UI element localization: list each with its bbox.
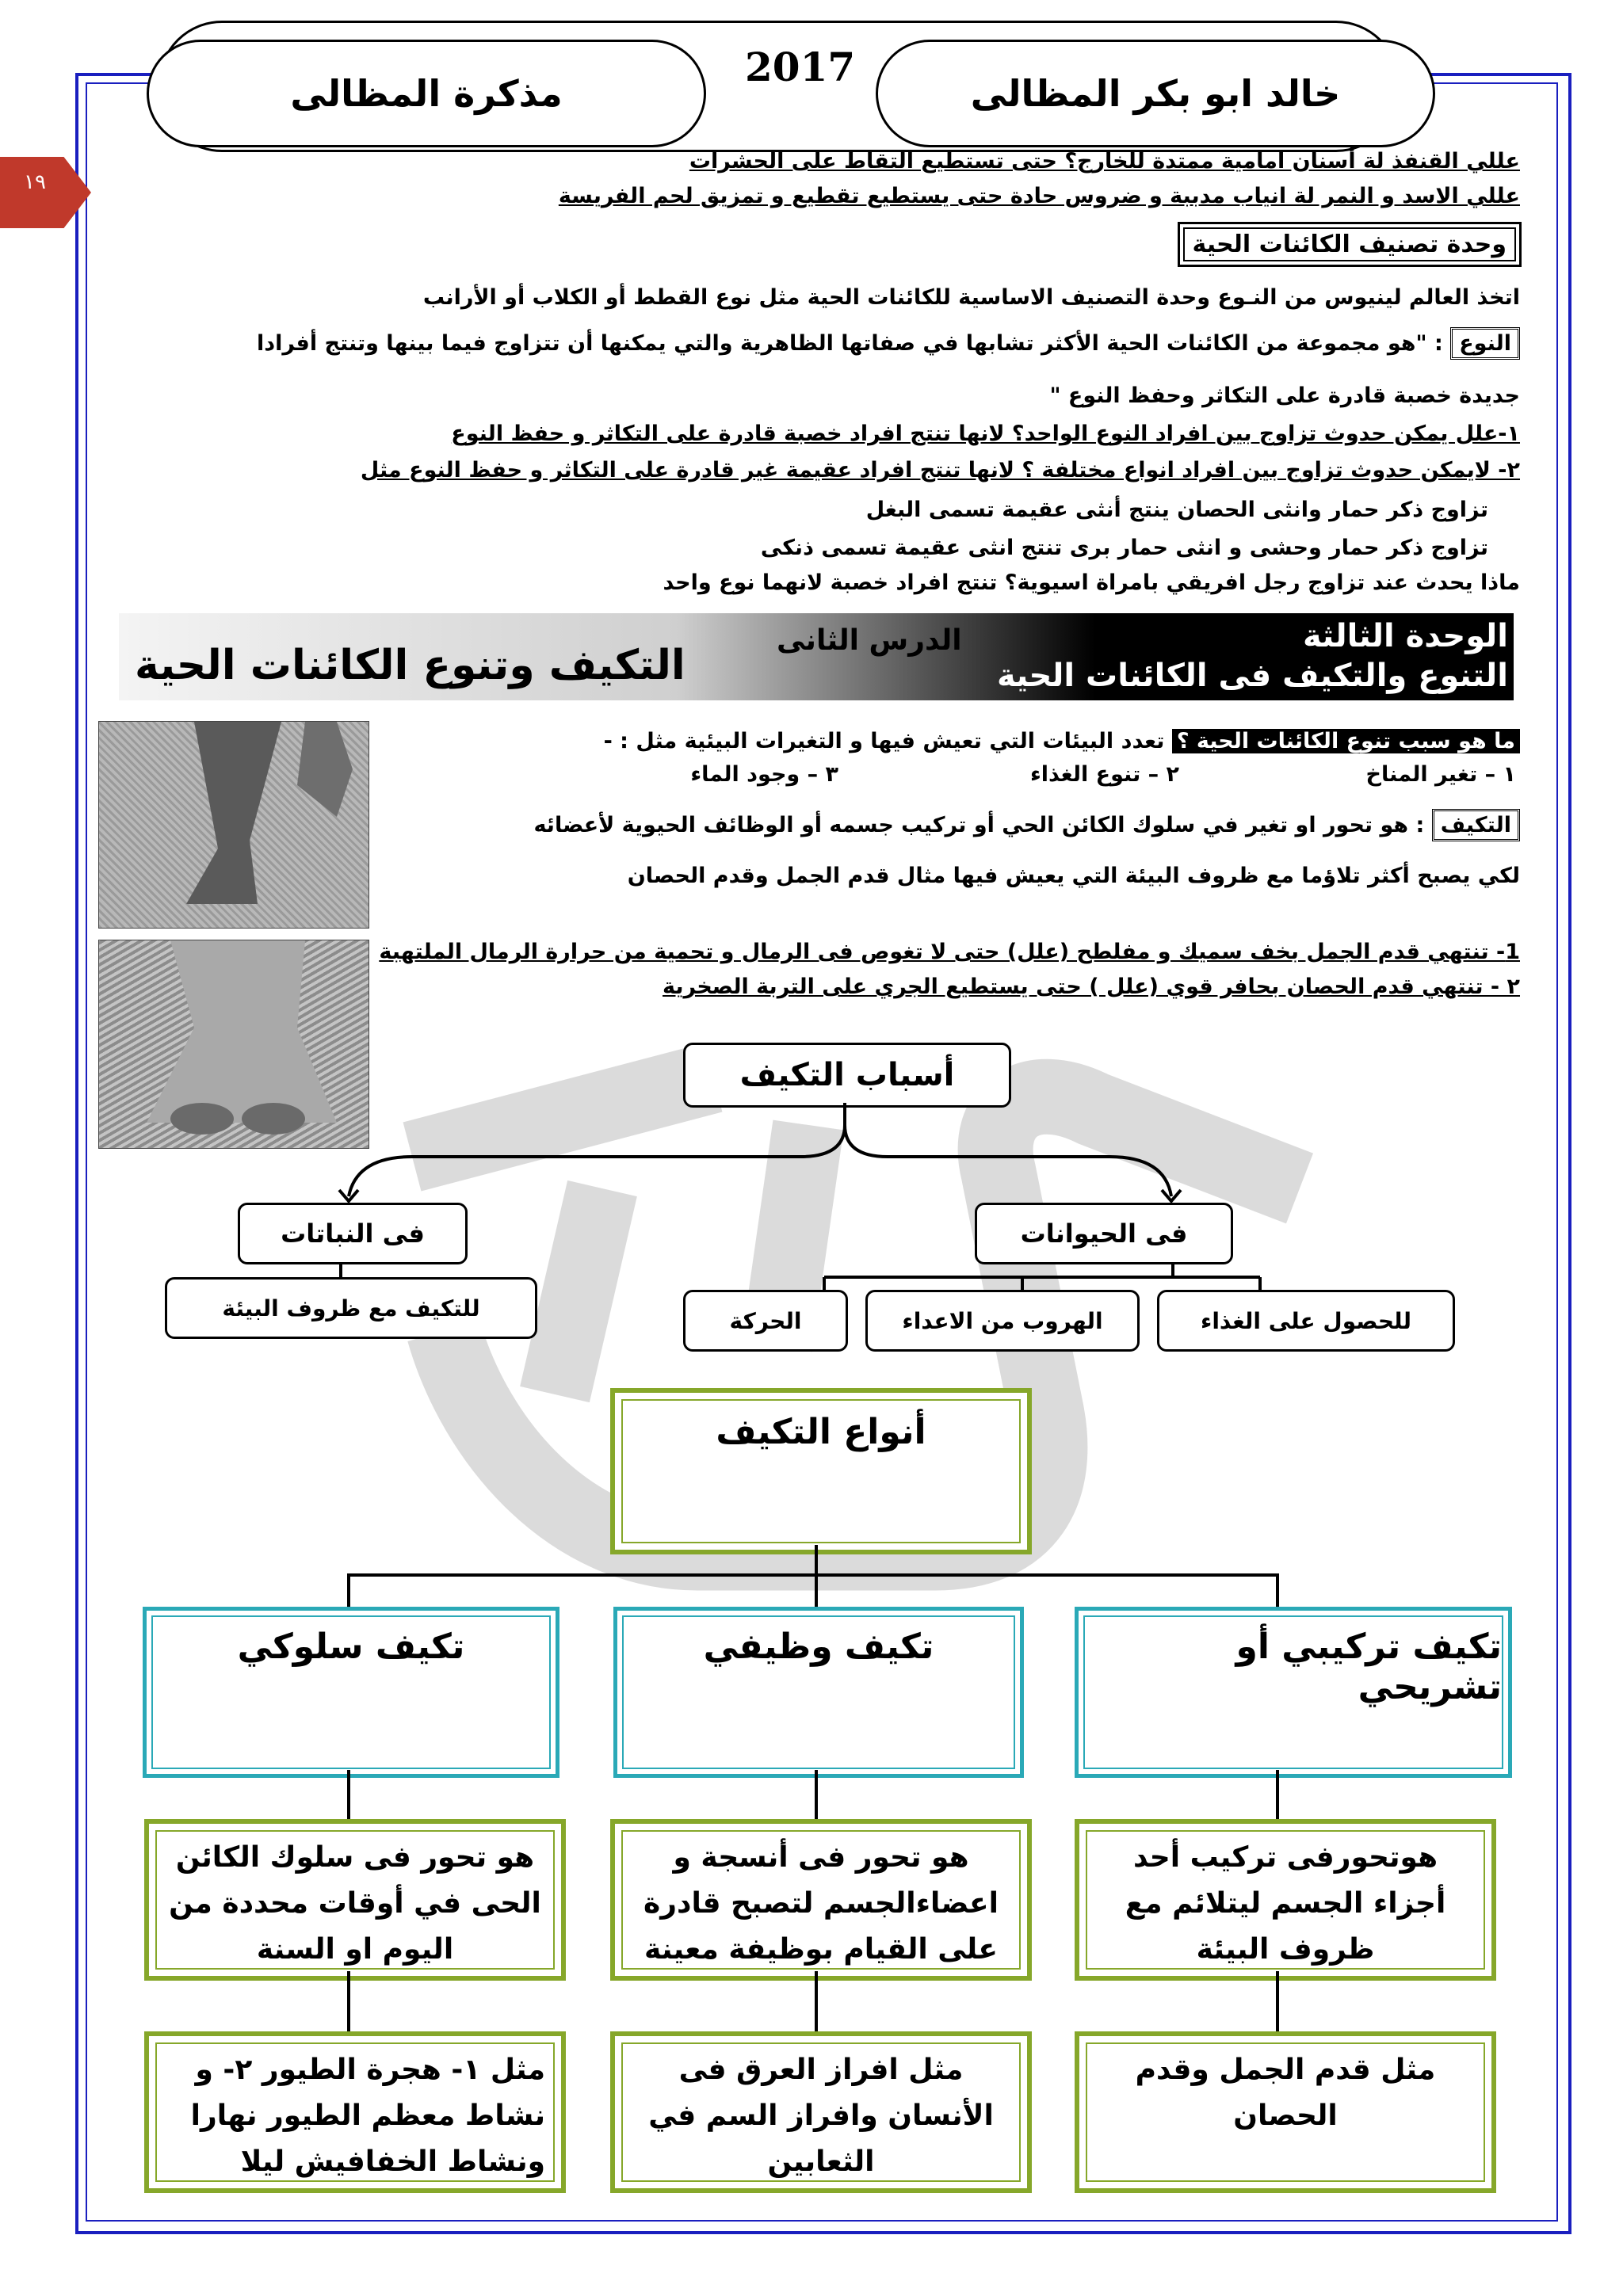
type-structural-label: تكيف تركيبي أو تشريحي (1083, 1615, 1503, 1769)
adaptation-label: التكيف (1432, 809, 1520, 841)
type-behavioral-label: تكيف سلوكي (151, 1615, 551, 1769)
reasons-animals: فى الحيوانات (975, 1203, 1233, 1264)
banner-unit: الوحدة الثالثة (1303, 618, 1508, 654)
species-definition: : "هو مجموعة من الكائنات الحية الأكثر تشابها في صفاتها الظاهرية والتي يمكنها أن تتزاوج فيما بينها وتنتج أفرادا (256, 331, 1443, 356)
header-right-title: خالد ابو بكر المظالى (876, 40, 1435, 147)
species-label: النوع (1450, 327, 1520, 360)
section-heading-text: وحدة تصنيف الكائنات الحية (1183, 227, 1516, 261)
header-year: 2017 (745, 44, 856, 90)
connector-structural-def (1276, 1770, 1279, 1819)
types-connector-right (1276, 1573, 1279, 1607)
def-functional (610, 1819, 1032, 1981)
example-structural-text: مثل قدم الجمل وقدم الحصان (1086, 2042, 1485, 2182)
reasons-root: أسباب التكيف (683, 1043, 1011, 1108)
types-connector-left (347, 1573, 350, 1607)
connector-behavioral-def (347, 1770, 350, 1819)
header-left-title: مذكرة المظالى (147, 40, 706, 147)
example-behavioral-text: مثل ١- هجرة الطيور ٢- و نشاط معظم الطيور نهارا ونشاط الخفافيش ليلا (155, 2042, 555, 2182)
reason-2: ٢ – تنوع الغذاء (1029, 762, 1179, 787)
text-line-10: تزاوج ذكر حمار وحشى و انثى حمار برى تنتج انثى عقيمة تسمى ذنكى (760, 536, 1488, 560)
def-structural (1075, 1819, 1496, 1981)
def-functional-text: هو تحور فى أنسجة و اعضاءالجسم لتصبح قادرة على القيام بوظيفة معينة (621, 1830, 1021, 1970)
banner-unit-title: التنوع والتكيف فى الكائنات الحية (996, 658, 1508, 694)
types-root-label: أنواع التكيف (621, 1399, 1021, 1543)
reason-1: ١ – تغير المناخ (1365, 762, 1516, 787)
text-line-1: عللي القنفذ لة أسنان امامية ممتدة للخارج؟ حتى تستطيع التقاط على الحشرات (689, 149, 1520, 174)
reasons-plants: فى النباتات (238, 1203, 468, 1264)
types-connector-stem (815, 1545, 818, 1575)
adaptation-definition: : هو تحور او تغير في سلوك الكائن الحي أو تركيب جسمه أو الوظائف الحيوية لأعضائه (533, 813, 1425, 837)
type-functional (613, 1607, 1024, 1778)
text-horse-foot: ٢ - تنتهي قدم الحصان بحافر قوي (علل ) حتى يستطيع الجري على التربة الصخرية (663, 974, 1520, 999)
example-structural (1075, 2031, 1496, 2193)
text-line-11: ماذا يحدث عند تزاوج رجل افريقي بامراة اسيوية؟ تنتج افراد خصبة لانهما نوع واحد (663, 570, 1520, 595)
page-number: ١٩ (24, 170, 46, 194)
text-line-7: ١-علل يمكن حدوث تزاوج بين افراد النوع الواحد؟ لانها تنتج افراد خصبة قادرة على التكاثر و حفظ النوع (451, 421, 1520, 446)
question-diversity: ما هو سبب تنوع الكائنات الحية ؟ (1172, 729, 1520, 753)
connector-behavioral-ex (347, 1971, 350, 2031)
text-line-2: عللي الاسد و النمر لة انياب مدببة و ضروس حادة حتى يستطيع تقطيع و تمزيق لحم الفريسة (558, 184, 1520, 208)
text-line-8: ٢- لايمكن حدوث تزاوج بين افراد انواع مختلفة ؟ لانها تنتج افراد عقيمة غير قادرة على التكاثر و حفظ النوع مثل (360, 458, 1520, 482)
text-adaptation-def-2: لكي يصبح أكثر تلاؤما مع ظروف البيئة التي يعيش فيها مثال قدم الجمل وقدم الحصان (627, 864, 1520, 888)
def-behavioral (144, 1819, 566, 1981)
connector-functional-ex (815, 1971, 818, 2031)
example-behavioral (144, 2031, 566, 2193)
types-connector-mid (815, 1573, 818, 1607)
answer-diversity: تعدد البيئات التي تعيش فيها و التغيرات البيئية مثل : - (603, 729, 1165, 753)
connector-structural-ex (1276, 1971, 1279, 2031)
reason-3: ٣ – وجود الماء (690, 762, 838, 787)
type-behavioral (143, 1607, 559, 1778)
plants-child: للتكيف مع ظروف البيئة (165, 1277, 537, 1339)
type-functional-label: تكيف وظيفي (622, 1615, 1015, 1769)
text-camel-foot: 1- تنتهي قدم الجمل بخف سميك و مفلطح (علل) حتى لا تغوص فى الرمال و تحمية من حرارة الرمال الملتهبة (379, 940, 1520, 964)
types-root (610, 1388, 1032, 1554)
text-line-6: جديدة خصبة قادرة على التكاثر وحفظ النوع " (1049, 383, 1520, 408)
types-connector-bar (347, 1573, 1279, 1577)
animals-child-escape: الهروب من الاعداء (865, 1290, 1140, 1352)
animals-child-food: للحصول على الغذاء (1157, 1290, 1455, 1352)
text-line-9: تزاوج ذكر حمار وانثى الحصان ينتج أنثى عقيمة تسمى البغل (865, 498, 1488, 522)
def-structural-text: هوتحورفى تركيب أحد أجزاء الجسم ليتلائم مع ظروف البيئة (1086, 1830, 1485, 1970)
example-functional (610, 2031, 1032, 2193)
text-line-4: اتخذ العالم لينيوس من النـوع وحدة التصنيف الاساسية للكائنات الحية مثل نوع القطط أو الكلاب أو الأرانب (422, 285, 1520, 310)
connector-functional-def (815, 1770, 818, 1819)
animals-child-movement: الحركة (683, 1290, 848, 1352)
example-functional-text: مثل افراز العرق فى الأنسان وافراز السم في الثعابين (621, 2042, 1021, 2182)
banner-lesson: الدرس الثانى (777, 624, 962, 657)
def-behavioral-text: هو تحور فى سلوك الكائن الحى في أوقات محددة من اليوم او السنة (155, 1830, 555, 1970)
type-structural (1075, 1607, 1512, 1778)
banner-lesson-title: التكيف وتنوع الكائنات الحية (135, 642, 685, 689)
